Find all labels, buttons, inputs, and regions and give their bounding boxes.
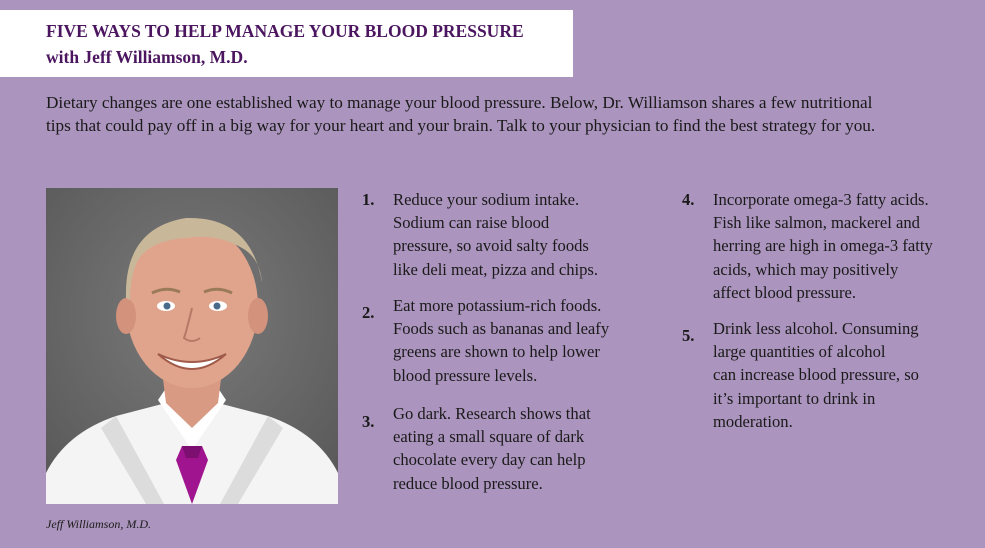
tip-line: blood pressure levels. [393, 365, 538, 385]
doctor-portrait [46, 188, 338, 504]
tip-number: 1. [362, 190, 375, 209]
tip-text [713, 317, 919, 433]
tip-line: Go dark. Research shows that [393, 404, 591, 423]
tip-text [393, 402, 591, 495]
tip-line: pressure, so avoid salty foods [393, 236, 589, 256]
tip-line: Eat more potassium-rich foods. [393, 296, 602, 315]
page-subtitle: with Jeff Williamson, M.D. [46, 47, 248, 67]
photo-caption: Jeff Williamson, M.D. [46, 517, 151, 531]
tip-text [393, 294, 609, 387]
tip-line: it’s important to drink in [713, 388, 876, 408]
tip-line: Reduce your sodium intake. [393, 190, 580, 209]
intro-paragraph [46, 91, 971, 137]
tip-line: large quantities of alcohol [713, 342, 886, 362]
tip-line: reduce blood pressure. [393, 473, 543, 493]
tip-line: greens are shown to help lower [393, 342, 600, 362]
tip-number: 2. [362, 303, 375, 322]
tip-line: like deli meat, pizza and chips. [393, 259, 599, 279]
tip-text [393, 188, 598, 281]
tip-line: eating a small square of dark [393, 427, 585, 447]
tip-line: Drink less alcohol. Consuming [713, 319, 919, 338]
intro-line: tips that could pay off in a big way for your heart and your brain. Talk to your physician to find the best strategy for you. [46, 116, 876, 135]
tip-line: herring are high in omega-3 fatty [713, 236, 933, 256]
tip-line: Incorporate omega-3 fatty acids. [713, 190, 929, 209]
tip-line: Fish like salmon, mackerel and [713, 213, 920, 233]
tip-line: Foods such as bananas and leafy [393, 319, 610, 339]
tip-line: moderation. [713, 411, 793, 431]
tip-text [713, 188, 933, 304]
tip-line: affect blood pressure. [713, 282, 856, 302]
page-title: FIVE WAYS TO HELP MANAGE YOUR BLOOD PRESSURE [46, 21, 524, 41]
tip-line: chocolate every day can help [393, 450, 586, 470]
tip-line: Sodium can raise blood [393, 213, 550, 233]
title-box [0, 10, 573, 77]
tip-line: can increase blood pressure, so [713, 365, 919, 385]
tip-line: acids, which may positively [713, 259, 899, 279]
tip-number: 4. [682, 190, 695, 209]
intro-line: Dietary changes are one established way to manage your blood pressure. Below, Dr. Williamson shares a few nutritional [46, 93, 873, 112]
tip-number: 5. [682, 326, 695, 345]
portrait-illustration [46, 188, 338, 504]
tip-number: 3. [362, 412, 375, 431]
